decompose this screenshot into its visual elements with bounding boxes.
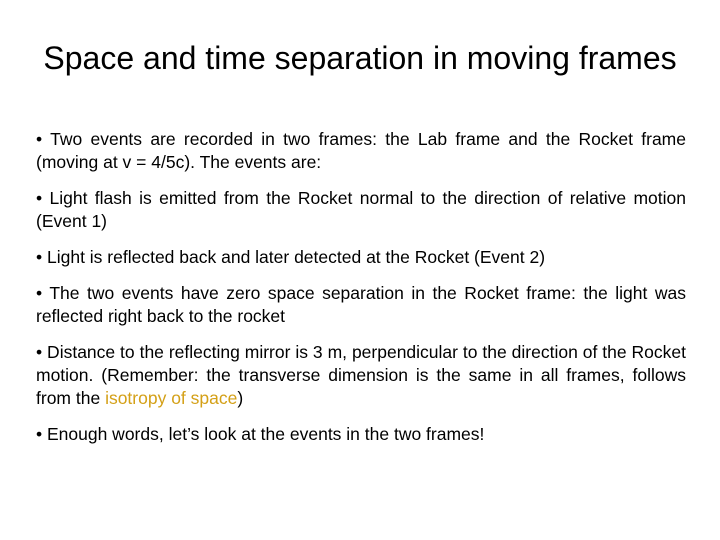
bullet-mirror-end: ) [237,388,244,408]
bullet-mirror-distance [36,341,686,410]
bullet-zero-separation: • The two events have zero space separation in the Rocket frame: the light was reflected right back to the rocket [36,283,686,326]
bullet-event-1: • Light flash is emitted from the Rocket normal to the direction of relative motion (Event 1) [36,188,686,231]
bullet-enough-words: • Enough words, let’s look at the events in the two frames! [36,424,485,444]
bullet-mirror-text: • Distance to the reflecting mirror is 3 m, perpendicular to the direction of the Rocket motion. (Remember: the transverse dimension is the same in all frames, follows from the [36,342,686,408]
isotropy-highlight: isotropy of space [105,388,238,408]
bullet-event-2: • Light is reflected back and later detected at the Rocket (Event 2) [36,247,546,267]
slide-body [36,128,686,446]
slide-title: Space and time separation in moving frames [43,40,677,76]
bullet-events-recorded: • Two events are recorded in two frames: the Lab frame and the Rocket frame (moving at v = 4/5c). The events are: [36,129,686,172]
